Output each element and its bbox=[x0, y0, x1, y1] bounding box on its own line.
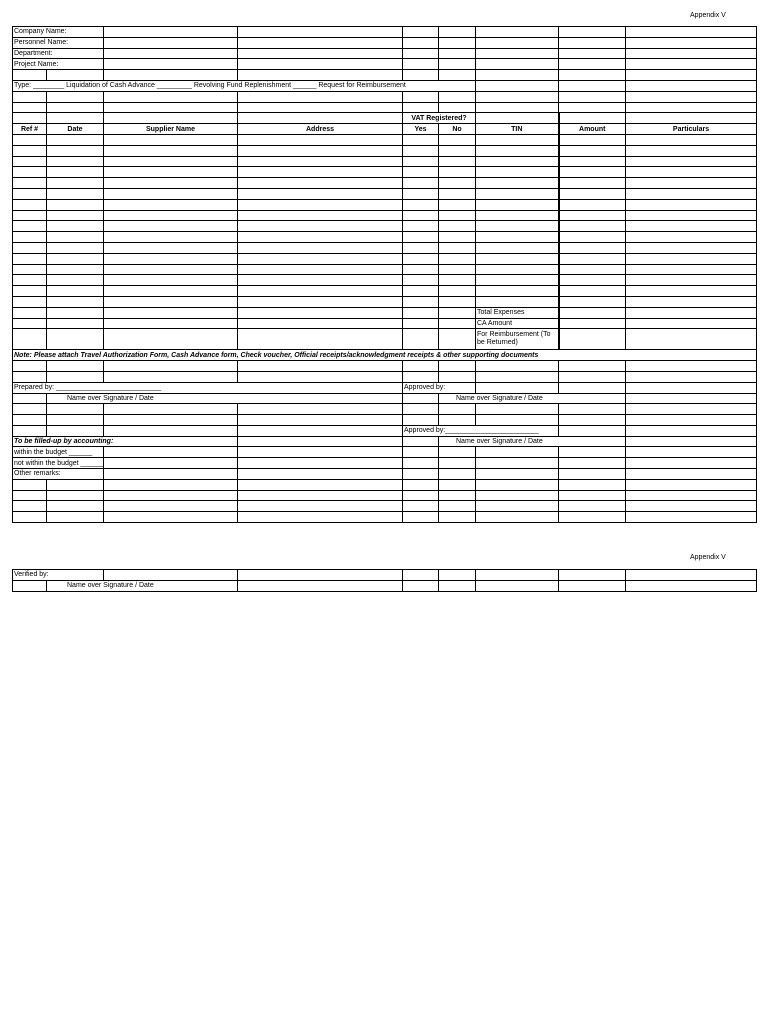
tin-cell[interactable] bbox=[476, 232, 559, 243]
ref-cell[interactable] bbox=[13, 167, 47, 178]
vat-no-cell[interactable] bbox=[439, 167, 476, 178]
vat-no-cell[interactable] bbox=[439, 232, 476, 243]
prepared-by-line[interactable]: Prepared by: ___________________________ bbox=[13, 382, 403, 393]
tin-cell[interactable] bbox=[476, 264, 559, 275]
amount-cell[interactable] bbox=[559, 232, 626, 243]
ref-cell[interactable] bbox=[13, 156, 47, 167]
particulars-cell[interactable] bbox=[626, 275, 757, 286]
second-approval-row bbox=[13, 425, 757, 436]
remarks-line-row bbox=[13, 512, 757, 523]
date-cell[interactable] bbox=[47, 232, 104, 243]
ref-cell[interactable] bbox=[13, 188, 47, 199]
tin-cell[interactable] bbox=[476, 167, 559, 178]
column-header-row bbox=[13, 124, 757, 135]
expense-row bbox=[13, 275, 757, 286]
verified-signature-row bbox=[13, 580, 757, 591]
vat-yes-cell[interactable] bbox=[403, 178, 439, 189]
vat-no-header: No bbox=[439, 124, 476, 135]
amount-cell[interactable] bbox=[559, 264, 626, 275]
total-expenses-label: Total Expenses bbox=[476, 307, 559, 318]
appendix-label: Appendix V bbox=[690, 12, 726, 19]
project-row bbox=[13, 59, 757, 70]
spacer-row bbox=[13, 415, 757, 426]
tin-cell[interactable] bbox=[476, 242, 559, 253]
accounting-heading: To be filled-up by accounting: bbox=[13, 436, 238, 447]
second-approved-name-over-signature: Name over Signature / Date bbox=[439, 436, 626, 447]
particulars-cell[interactable] bbox=[626, 296, 757, 307]
ca-amount-label: CA Amount bbox=[476, 318, 559, 329]
particulars-cell[interactable] bbox=[626, 210, 757, 221]
vat-registered-header-row bbox=[13, 113, 757, 124]
supplier-name-cell[interactable] bbox=[104, 296, 238, 307]
date-cell[interactable] bbox=[47, 253, 104, 264]
ref-header: Ref # bbox=[13, 124, 47, 135]
liquidation-form-table bbox=[12, 26, 757, 523]
tin-cell[interactable] bbox=[476, 275, 559, 286]
ref-cell[interactable] bbox=[13, 296, 47, 307]
vat-yes-header: Yes bbox=[403, 124, 439, 135]
within-budget-row bbox=[13, 447, 757, 458]
vat-yes-cell[interactable] bbox=[403, 264, 439, 275]
address-cell[interactable] bbox=[238, 156, 403, 167]
address-cell[interactable] bbox=[238, 199, 403, 210]
vat-no-cell[interactable] bbox=[439, 210, 476, 221]
amount-cell[interactable] bbox=[559, 199, 626, 210]
type-selection-line[interactable]: Type: ________ Liquidation of Cash Advance _________ Revolving Fund Replenishment ______ Request for Reimbursement bbox=[13, 80, 476, 91]
expense-row bbox=[13, 264, 757, 275]
vat-no-cell[interactable] bbox=[439, 134, 476, 145]
ref-cell[interactable] bbox=[13, 178, 47, 189]
tin-cell[interactable] bbox=[476, 221, 559, 232]
particulars-cell[interactable] bbox=[626, 264, 757, 275]
not-within-budget-option[interactable]: not within the budget ______ bbox=[14, 459, 104, 467]
tin-cell[interactable] bbox=[476, 253, 559, 264]
particulars-cell[interactable] bbox=[626, 242, 757, 253]
particulars-cell[interactable] bbox=[626, 188, 757, 199]
tin-cell[interactable] bbox=[476, 156, 559, 167]
vat-no-cell[interactable] bbox=[439, 242, 476, 253]
supplier-name-cell[interactable] bbox=[104, 134, 238, 145]
expense-row bbox=[13, 296, 757, 307]
ref-cell[interactable] bbox=[13, 232, 47, 243]
supplier-name-cell[interactable] bbox=[104, 156, 238, 167]
vat-no-cell[interactable] bbox=[439, 199, 476, 210]
vat-yes-cell[interactable] bbox=[403, 296, 439, 307]
tin-cell[interactable] bbox=[476, 178, 559, 189]
company-row bbox=[13, 27, 757, 38]
expense-row bbox=[13, 134, 757, 145]
amount-cell[interactable] bbox=[559, 210, 626, 221]
spacer-row bbox=[13, 91, 757, 102]
vat-no-cell[interactable] bbox=[439, 296, 476, 307]
date-cell[interactable] bbox=[47, 145, 104, 156]
address-cell[interactable] bbox=[238, 221, 403, 232]
vat-yes-cell[interactable] bbox=[403, 286, 439, 297]
particulars-cell[interactable] bbox=[626, 156, 757, 167]
total-expenses-row bbox=[13, 307, 757, 318]
ref-cell[interactable] bbox=[13, 286, 47, 297]
vat-yes-cell[interactable] bbox=[403, 242, 439, 253]
spacer-row bbox=[13, 404, 757, 415]
date-cell[interactable] bbox=[47, 242, 104, 253]
attachment-note: Note: Please attach Travel Authorization Form, Cash Advance form, Check voucher, Official receipts/acknowledgment receipts & other supporting documents bbox=[13, 350, 757, 361]
address-cell[interactable] bbox=[238, 167, 403, 178]
address-cell[interactable] bbox=[238, 145, 403, 156]
amount-cell[interactable] bbox=[559, 296, 626, 307]
approved-by-label[interactable]: Approved by: bbox=[403, 382, 476, 393]
personnel-row bbox=[13, 37, 757, 48]
total-expenses-amount[interactable] bbox=[559, 307, 626, 318]
tin-cell[interactable] bbox=[476, 296, 559, 307]
amount-cell[interactable] bbox=[559, 253, 626, 264]
tin-cell[interactable] bbox=[476, 210, 559, 221]
date-cell[interactable] bbox=[47, 188, 104, 199]
verified-by-label[interactable]: Verified by: bbox=[13, 570, 104, 581]
address-cell[interactable] bbox=[238, 188, 403, 199]
expense-row bbox=[13, 178, 757, 189]
vat-yes-cell[interactable] bbox=[403, 167, 439, 178]
vat-yes-cell[interactable] bbox=[403, 156, 439, 167]
amount-cell[interactable] bbox=[559, 145, 626, 156]
expense-row bbox=[13, 145, 757, 156]
vat-no-cell[interactable] bbox=[439, 145, 476, 156]
date-cell[interactable] bbox=[47, 178, 104, 189]
address-cell[interactable] bbox=[238, 275, 403, 286]
note-row bbox=[13, 350, 757, 361]
vat-no-cell[interactable] bbox=[439, 221, 476, 232]
supplier-name-cell[interactable] bbox=[104, 264, 238, 275]
particulars-header: Particulars bbox=[626, 124, 757, 135]
particulars-cell[interactable] bbox=[626, 167, 757, 178]
supplier-name-cell[interactable] bbox=[104, 253, 238, 264]
vat-no-cell[interactable] bbox=[439, 275, 476, 286]
prepared-name-over-signature: Name over Signature / Date bbox=[47, 393, 403, 404]
ref-cell[interactable] bbox=[13, 253, 47, 264]
spacer-row bbox=[13, 102, 757, 113]
verified-by-row bbox=[13, 570, 757, 581]
vat-yes-cell[interactable] bbox=[403, 275, 439, 286]
company-name-field[interactable] bbox=[104, 27, 238, 38]
address-cell[interactable] bbox=[238, 134, 403, 145]
particulars-cell[interactable] bbox=[626, 199, 757, 210]
spacer-row bbox=[13, 361, 757, 372]
signature-caption-row bbox=[13, 393, 757, 404]
ref-cell[interactable] bbox=[13, 199, 47, 210]
address-cell[interactable] bbox=[238, 232, 403, 243]
expense-row bbox=[13, 167, 757, 178]
tin-cell[interactable] bbox=[476, 286, 559, 297]
company-name-label: Company Name: bbox=[13, 27, 104, 38]
expense-rows bbox=[13, 134, 757, 307]
amount-cell[interactable] bbox=[559, 188, 626, 199]
amount-cell[interactable] bbox=[559, 167, 626, 178]
tin-cell[interactable] bbox=[476, 134, 559, 145]
page2-appendix-label: Appendix V bbox=[690, 554, 726, 561]
personnel-name-label: Personnel Name: bbox=[13, 37, 104, 48]
amount-cell[interactable] bbox=[559, 178, 626, 189]
amount-header: Amount bbox=[559, 124, 626, 135]
address-cell[interactable] bbox=[238, 296, 403, 307]
vat-yes-cell[interactable] bbox=[403, 134, 439, 145]
expense-row bbox=[13, 210, 757, 221]
vat-yes-cell[interactable] bbox=[403, 199, 439, 210]
date-cell[interactable] bbox=[47, 210, 104, 221]
vat-no-cell[interactable] bbox=[439, 178, 476, 189]
vat-yes-cell[interactable] bbox=[403, 145, 439, 156]
vat-no-cell[interactable] bbox=[439, 286, 476, 297]
particulars-cell[interactable] bbox=[626, 134, 757, 145]
vat-yes-cell[interactable] bbox=[403, 253, 439, 264]
vat-no-cell[interactable] bbox=[439, 156, 476, 167]
vat-yes-cell[interactable] bbox=[403, 210, 439, 221]
remarks-line-row bbox=[13, 479, 757, 490]
expense-row bbox=[13, 286, 757, 297]
spacer-row bbox=[13, 371, 757, 382]
date-header: Date bbox=[47, 124, 104, 135]
vat-yes-cell[interactable] bbox=[403, 188, 439, 199]
vat-registered-label: VAT Registered? bbox=[403, 113, 476, 124]
tin-cell[interactable] bbox=[476, 199, 559, 210]
address-cell[interactable] bbox=[238, 264, 403, 275]
particulars-cell[interactable] bbox=[626, 178, 757, 189]
particulars-cell[interactable] bbox=[626, 145, 757, 156]
supplier-name-cell[interactable] bbox=[104, 178, 238, 189]
address-header: Address bbox=[238, 124, 403, 135]
particulars-cell[interactable] bbox=[626, 253, 757, 264]
second-approved-by-line[interactable]: Approved by:________________________ bbox=[403, 425, 559, 436]
date-cell[interactable] bbox=[47, 286, 104, 297]
expense-row bbox=[13, 188, 757, 199]
particulars-cell[interactable] bbox=[626, 221, 757, 232]
ref-cell[interactable] bbox=[13, 264, 47, 275]
tin-cell[interactable] bbox=[476, 145, 559, 156]
department-row bbox=[13, 48, 757, 59]
expense-row bbox=[13, 156, 757, 167]
tin-header: TIN bbox=[476, 124, 559, 135]
particulars-cell[interactable] bbox=[626, 286, 757, 297]
ca-amount-row bbox=[13, 318, 757, 329]
vat-no-cell[interactable] bbox=[439, 264, 476, 275]
supplier-name-cell[interactable] bbox=[104, 188, 238, 199]
vat-yes-cell[interactable] bbox=[403, 221, 439, 232]
department-field[interactable] bbox=[104, 48, 238, 59]
within-budget-option[interactable]: within the budget ______ bbox=[13, 447, 104, 458]
for-reimbursement-row bbox=[13, 329, 757, 350]
other-remarks-label: Other remarks: bbox=[13, 469, 104, 480]
date-cell[interactable] bbox=[47, 134, 104, 145]
expense-row bbox=[13, 221, 757, 232]
expense-row bbox=[13, 199, 757, 210]
supplier-name-cell[interactable] bbox=[104, 167, 238, 178]
date-cell[interactable] bbox=[47, 221, 104, 232]
remarks-line-row bbox=[13, 501, 757, 512]
amount-cell[interactable] bbox=[559, 221, 626, 232]
date-cell[interactable] bbox=[47, 167, 104, 178]
date-cell[interactable] bbox=[47, 264, 104, 275]
tin-cell[interactable] bbox=[476, 188, 559, 199]
amount-cell[interactable] bbox=[559, 156, 626, 167]
ca-amount-value[interactable] bbox=[559, 318, 626, 329]
amount-cell[interactable] bbox=[559, 134, 626, 145]
date-cell[interactable] bbox=[47, 275, 104, 286]
supplier-name-header: Supplier Name bbox=[104, 124, 238, 135]
date-cell[interactable] bbox=[47, 199, 104, 210]
supplier-name-cell[interactable] bbox=[104, 145, 238, 156]
address-cell[interactable] bbox=[238, 253, 403, 264]
amount-cell[interactable] bbox=[559, 275, 626, 286]
supplier-name-cell[interactable] bbox=[104, 210, 238, 221]
not-within-budget-row bbox=[13, 458, 757, 469]
supplier-name-cell[interactable] bbox=[104, 221, 238, 232]
vat-no-cell[interactable] bbox=[439, 188, 476, 199]
department-label: Department: bbox=[13, 48, 104, 59]
date-cell[interactable] bbox=[47, 156, 104, 167]
for-reimbursement-amount[interactable] bbox=[559, 329, 626, 350]
approved-name-over-signature: Name over Signature / Date bbox=[439, 393, 626, 404]
ref-cell[interactable] bbox=[13, 221, 47, 232]
remarks-line-row bbox=[13, 490, 757, 501]
address-cell[interactable] bbox=[238, 286, 403, 297]
address-cell[interactable] bbox=[238, 242, 403, 253]
amount-cell[interactable] bbox=[559, 286, 626, 297]
supplier-name-cell[interactable] bbox=[104, 275, 238, 286]
verified-name-over-signature: Name over Signature / Date bbox=[47, 580, 238, 591]
supplier-name-cell[interactable] bbox=[104, 242, 238, 253]
expense-row bbox=[13, 253, 757, 264]
amount-cell[interactable] bbox=[559, 242, 626, 253]
ref-cell[interactable] bbox=[13, 242, 47, 253]
ref-cell[interactable] bbox=[13, 145, 47, 156]
expense-row bbox=[13, 242, 757, 253]
ref-cell[interactable] bbox=[13, 210, 47, 221]
particulars-cell[interactable] bbox=[626, 232, 757, 243]
prepared-approved-row bbox=[13, 382, 757, 393]
address-cell[interactable] bbox=[238, 210, 403, 221]
accounting-heading-row bbox=[13, 436, 757, 447]
ref-cell[interactable] bbox=[13, 275, 47, 286]
for-reimbursement-label: For Reimbursement (To be Returned) bbox=[476, 329, 559, 350]
personnel-name-field[interactable] bbox=[104, 37, 238, 48]
verification-table bbox=[12, 569, 757, 592]
supplier-name-cell[interactable] bbox=[104, 232, 238, 243]
type-row bbox=[13, 80, 757, 91]
other-remarks-row bbox=[13, 469, 757, 480]
vat-yes-cell[interactable] bbox=[403, 232, 439, 243]
supplier-name-cell[interactable] bbox=[104, 199, 238, 210]
date-cell[interactable] bbox=[47, 296, 104, 307]
spacer-row bbox=[13, 70, 757, 81]
expense-row bbox=[13, 232, 757, 243]
supplier-name-cell[interactable] bbox=[104, 286, 238, 297]
project-name-field[interactable] bbox=[104, 59, 238, 70]
vat-no-cell[interactable] bbox=[439, 253, 476, 264]
project-name-label: Project Name: bbox=[13, 59, 104, 70]
address-cell[interactable] bbox=[238, 178, 403, 189]
ref-cell[interactable] bbox=[13, 134, 47, 145]
